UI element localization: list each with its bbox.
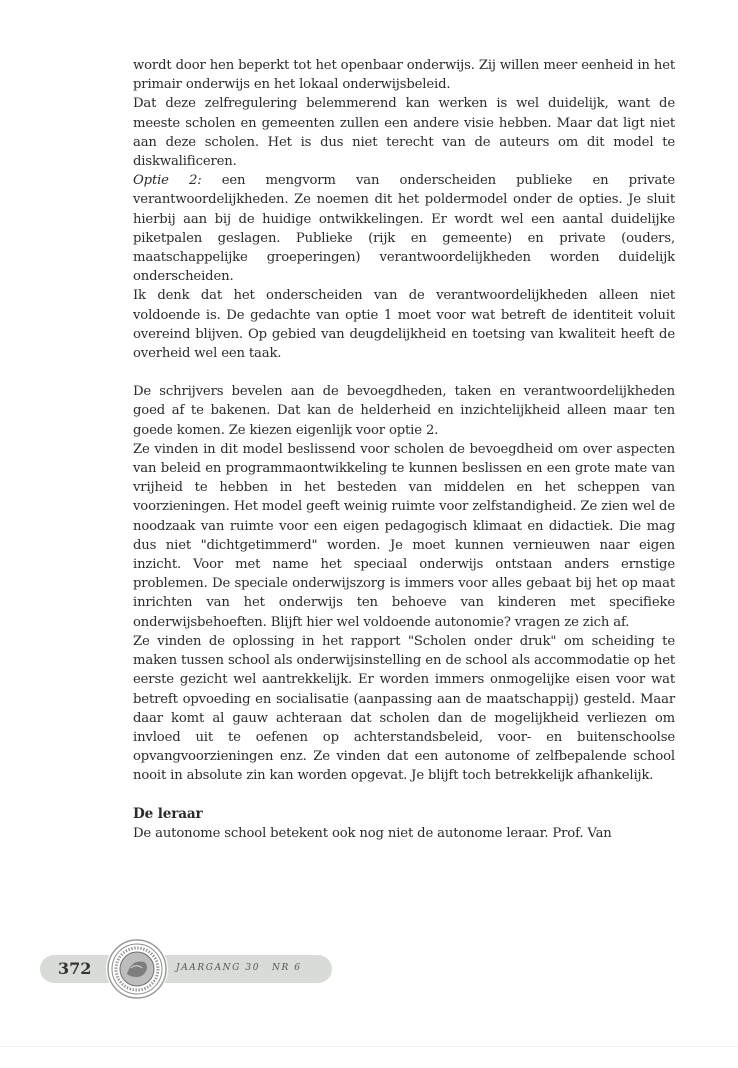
- option-text: een mengvorm van onderscheiden publieke en private verantwoordelijkheden. Ze noemen dit het poldermodel onder de opties. Je sluit hierbij aan bij de huidige ontwikkelingen. Er wordt wel een aantal duidelijke piketpalen geslagen. Publieke (rijk en gemeente) en private (ouders, maatschappelijke groeperingen) verantwoordelijkheden worden duidelijk onderscheiden.: [133, 173, 676, 285]
- paragraph: De autonome school betekent ook nog niet de autonome leraar. Prof. Van: [133, 825, 612, 841]
- divider: [0, 1046, 738, 1047]
- paragraph: Dat deze zelfregulering belemmerend kan werken is wel duidelijk, want de meeste scholen en gemeenten zullen een andere visie hebben. Maar dat ligt niet aan deze scholen. Het is dus niet terecht van de auteurs om dit model te diskwalificeren.: [133, 96, 675, 170]
- text-column: [133, 56, 675, 843]
- paragraph: Ze vinden de oplossing in het rapport "Scholen onder druk" om scheiding te maken tussen school als onderwijsinstelling en de school als accommodatie op het eerste gezicht wel aantrekkelijk. Er worden immers onmogelijke eisen voor wat betreft opvoeding en socialisatie (aanpassing aan de maatschappij) gesteld. Maar daar komt al gauw achteraan dat scholen dan de mogelijkheid verliezen om invloed uit te oefenen op achterstandsbeleid, voor- en buitenschoolse opvangvoorzieningen enz. Ze vinden dat een autonome of zelfbepalende school nooit in absolute zin kan worden opgevat. Je blijft toch betrekkelijk afhankelijk.: [133, 633, 675, 784]
- paragraph: wordt door hen beperkt tot het openbaar onderwijs. Zij willen meer eenheid in het primair onderwijs en het lokaal onderwijsbeleid.: [133, 58, 675, 93]
- paragraph-gap: [133, 786, 675, 805]
- volume-label: JAARGANG 30: [176, 963, 261, 973]
- paragraph: Ik denk dat het onderscheiden van de verantwoordelijkheden alleen niet voldoende is. De gedachte van optie 1 moet voor wat betreft de identiteit voluit overeind blijven. Op gebied van deugdelijkheid en toetsing van kwaliteit heeft de overheid wel een taak.: [133, 288, 675, 362]
- page-number: 372: [58, 959, 92, 978]
- page-footer: [40, 938, 332, 1000]
- paragraph: Ze vinden in dit model beslissend voor scholen de bevoegdheid om over aspecten van beleid en programmaontwikkeling te kunnen beslissen en een grote mate van vrijheid te hebben in het besteden van middelen en het scheppen van voorzieningen. Het model geeft weinig ruimte voor zelfstandigheid. Ze zien wel de noodzaak van ruimte voor een eigen pedagogisch klimaat en didactiek. Die mag dus niet "dichtgetimmerd" worden. Je moet kunnen vernieuwen naar eigen inzicht. Voor met name het speciaal onderwijs ontstaan anders ernstige problemen. De speciale onderwijszorg is immers voor alles gebaat bij het op maat inrichten van het onderwijs ten behoeve van kinderen met specifieke onderwijsbehoeften. Blijft hier wel voldoende autonomie? vragen ze zich af.: [133, 441, 675, 630]
- paragraph: De schrijvers bevelen aan de bevoegdheden, taken en verantwoordelijkheden goed af te bakenen. Dat kan de helderheid en inzichtelijkheid alleen maar ten goede komen. Ze kiezen eigenlijk voor optie 2.: [133, 384, 675, 438]
- seal-logo-icon: [106, 938, 168, 1000]
- paragraph-option-2: [133, 171, 675, 286]
- section-heading: De leraar: [133, 805, 203, 822]
- option-label: Optie 2:: [133, 173, 202, 189]
- issue-label: NR 6: [272, 963, 302, 973]
- paragraph-gap: [133, 363, 675, 382]
